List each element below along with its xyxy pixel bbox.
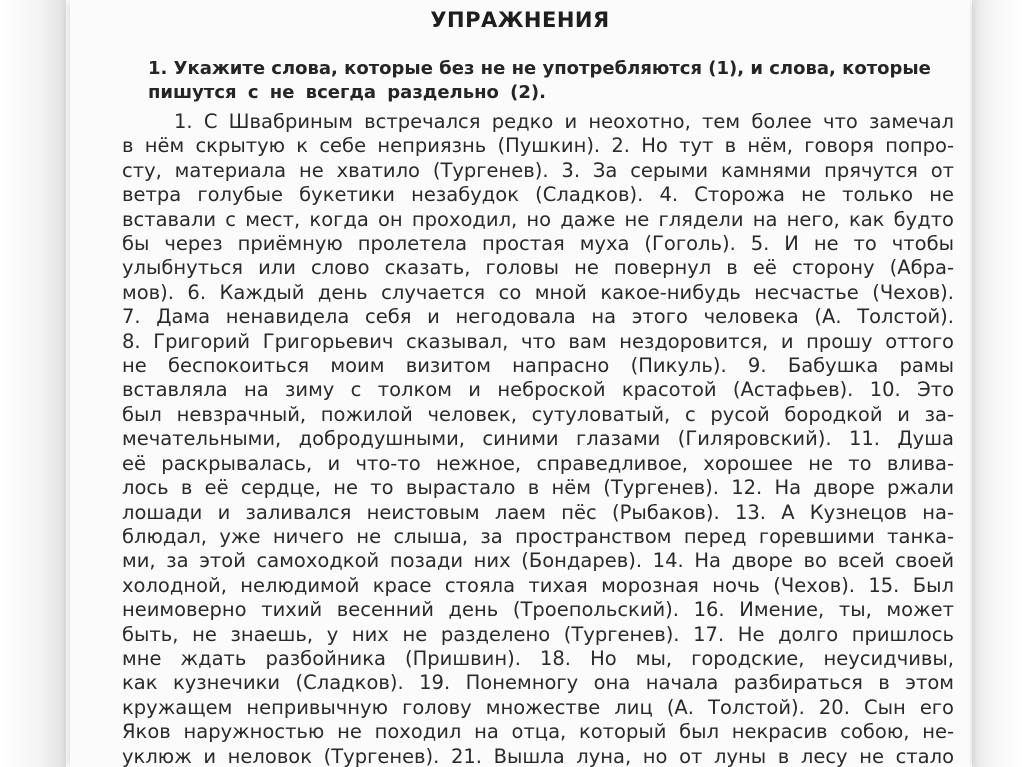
text-line: не беспокоиться моим визитом напрасно (Пикуль). 9. Бабушка рамы [122, 354, 954, 378]
text-line: в нём скрытую к себе неприязнь (Пушкин). 2. Но тут в нём, говоря попро- [122, 134, 954, 158]
book-page [70, 0, 970, 767]
text-line: бы через приёмную пролетела простая муха (Гоголь). 5. И не то чтобы [122, 232, 954, 256]
text-line: кружащем непривычную голову множестве лиц (А. Толстой). 20. Сын его [122, 695, 954, 719]
text-line: ми, за этой самоходкой позади них (Бондарев). 14. На дворе во всей своей [122, 549, 954, 573]
text-line: как кузнечики (Сладков). 19. Понемногу она начала разбираться в этом [122, 671, 954, 695]
text-line: улыбнуться или слово сказать, головы не повернул в её сторону (Абра- [122, 256, 954, 280]
text-line: 8. Григорий Григорьевич сказывал, что вам нездоровится, и прошу оттого [122, 329, 954, 353]
text-line: лошади и заливался неистовым лаем пёс (Рыбаков). 13. А Кузнецов на- [122, 500, 954, 524]
left-margin-frame [0, 0, 66, 767]
text-line: мечательными, добродушными, синими глазами (Гиляровский). 11. Душа [122, 427, 954, 451]
text-line: быть, не знаешь, у них не разделено (Тургенев). 17. Не долго пришлось [122, 622, 954, 646]
text-line: сту, материала не хватило (Тургенев). 3. За серыми камнями прячутся от [122, 158, 954, 182]
text-line: был невзрачный, пожилой человек, сутуловатый, с русой бородкой и за- [122, 402, 954, 426]
text-line: неимоверно тихий весенний день (Троепольский). 16. Имение, ты, может [122, 598, 954, 622]
text-line: блюдал, уже ничего не слыша, за пространством перед горевшими танка- [122, 524, 954, 548]
text-line: мне ждать разбойника (Пришвин). 18. Но мы, городские, неусидчивы, [122, 646, 954, 670]
task-line-1: 1. Укажите слова, которые без не не употребляются (1), и слова, которые [148, 58, 931, 79]
text-line: ветра голубые букетики незабудок (Сладков). 4. Сторожа не только не [122, 183, 954, 207]
text-line: Яков наружностью не походил на отца, который был некрасив собою, не- [122, 720, 954, 744]
text-line: лось в её сердце, не то вырастало в нём (Тургенев). 12. На дворе ржали [122, 476, 954, 500]
text-line: 7. Дама ненавидела себя и негодовала на этого человека (А. Толстой). [122, 305, 954, 329]
text-line: вставляла на зиму с толком и неброской красотой (Астафьев). 10. Это [122, 378, 954, 402]
text-line: её раскрывалась, и что-то нежное, справедливое, хорошее не то влива- [122, 451, 954, 475]
page-title: УПРАЖНЕНИЯ [430, 8, 610, 32]
exercise-text [122, 110, 954, 767]
right-margin-frame [972, 0, 1024, 767]
text-line: уклюж и неловок (Тургенев). 21. Вышла луна, но от луны в лесу не стало [122, 744, 954, 767]
text-line: холодной, нелюдимой красе стояла тихая морозная ночь (Чехов). 15. Был [122, 573, 954, 597]
text-line: вставали с мест, когда он проходил, но даже не глядели на него, как будто [122, 207, 954, 231]
exercise-task [148, 57, 948, 105]
task-line-2: пишутся с не всегда раздельно (2). [148, 82, 546, 103]
text-line: 1. С Швабриным встречался редко и неохотно, тем более что замечал [174, 110, 954, 133]
text-line: мов). 6. Каждый день случается со мной какое-нибудь несчастье (Чехов). [122, 280, 954, 304]
